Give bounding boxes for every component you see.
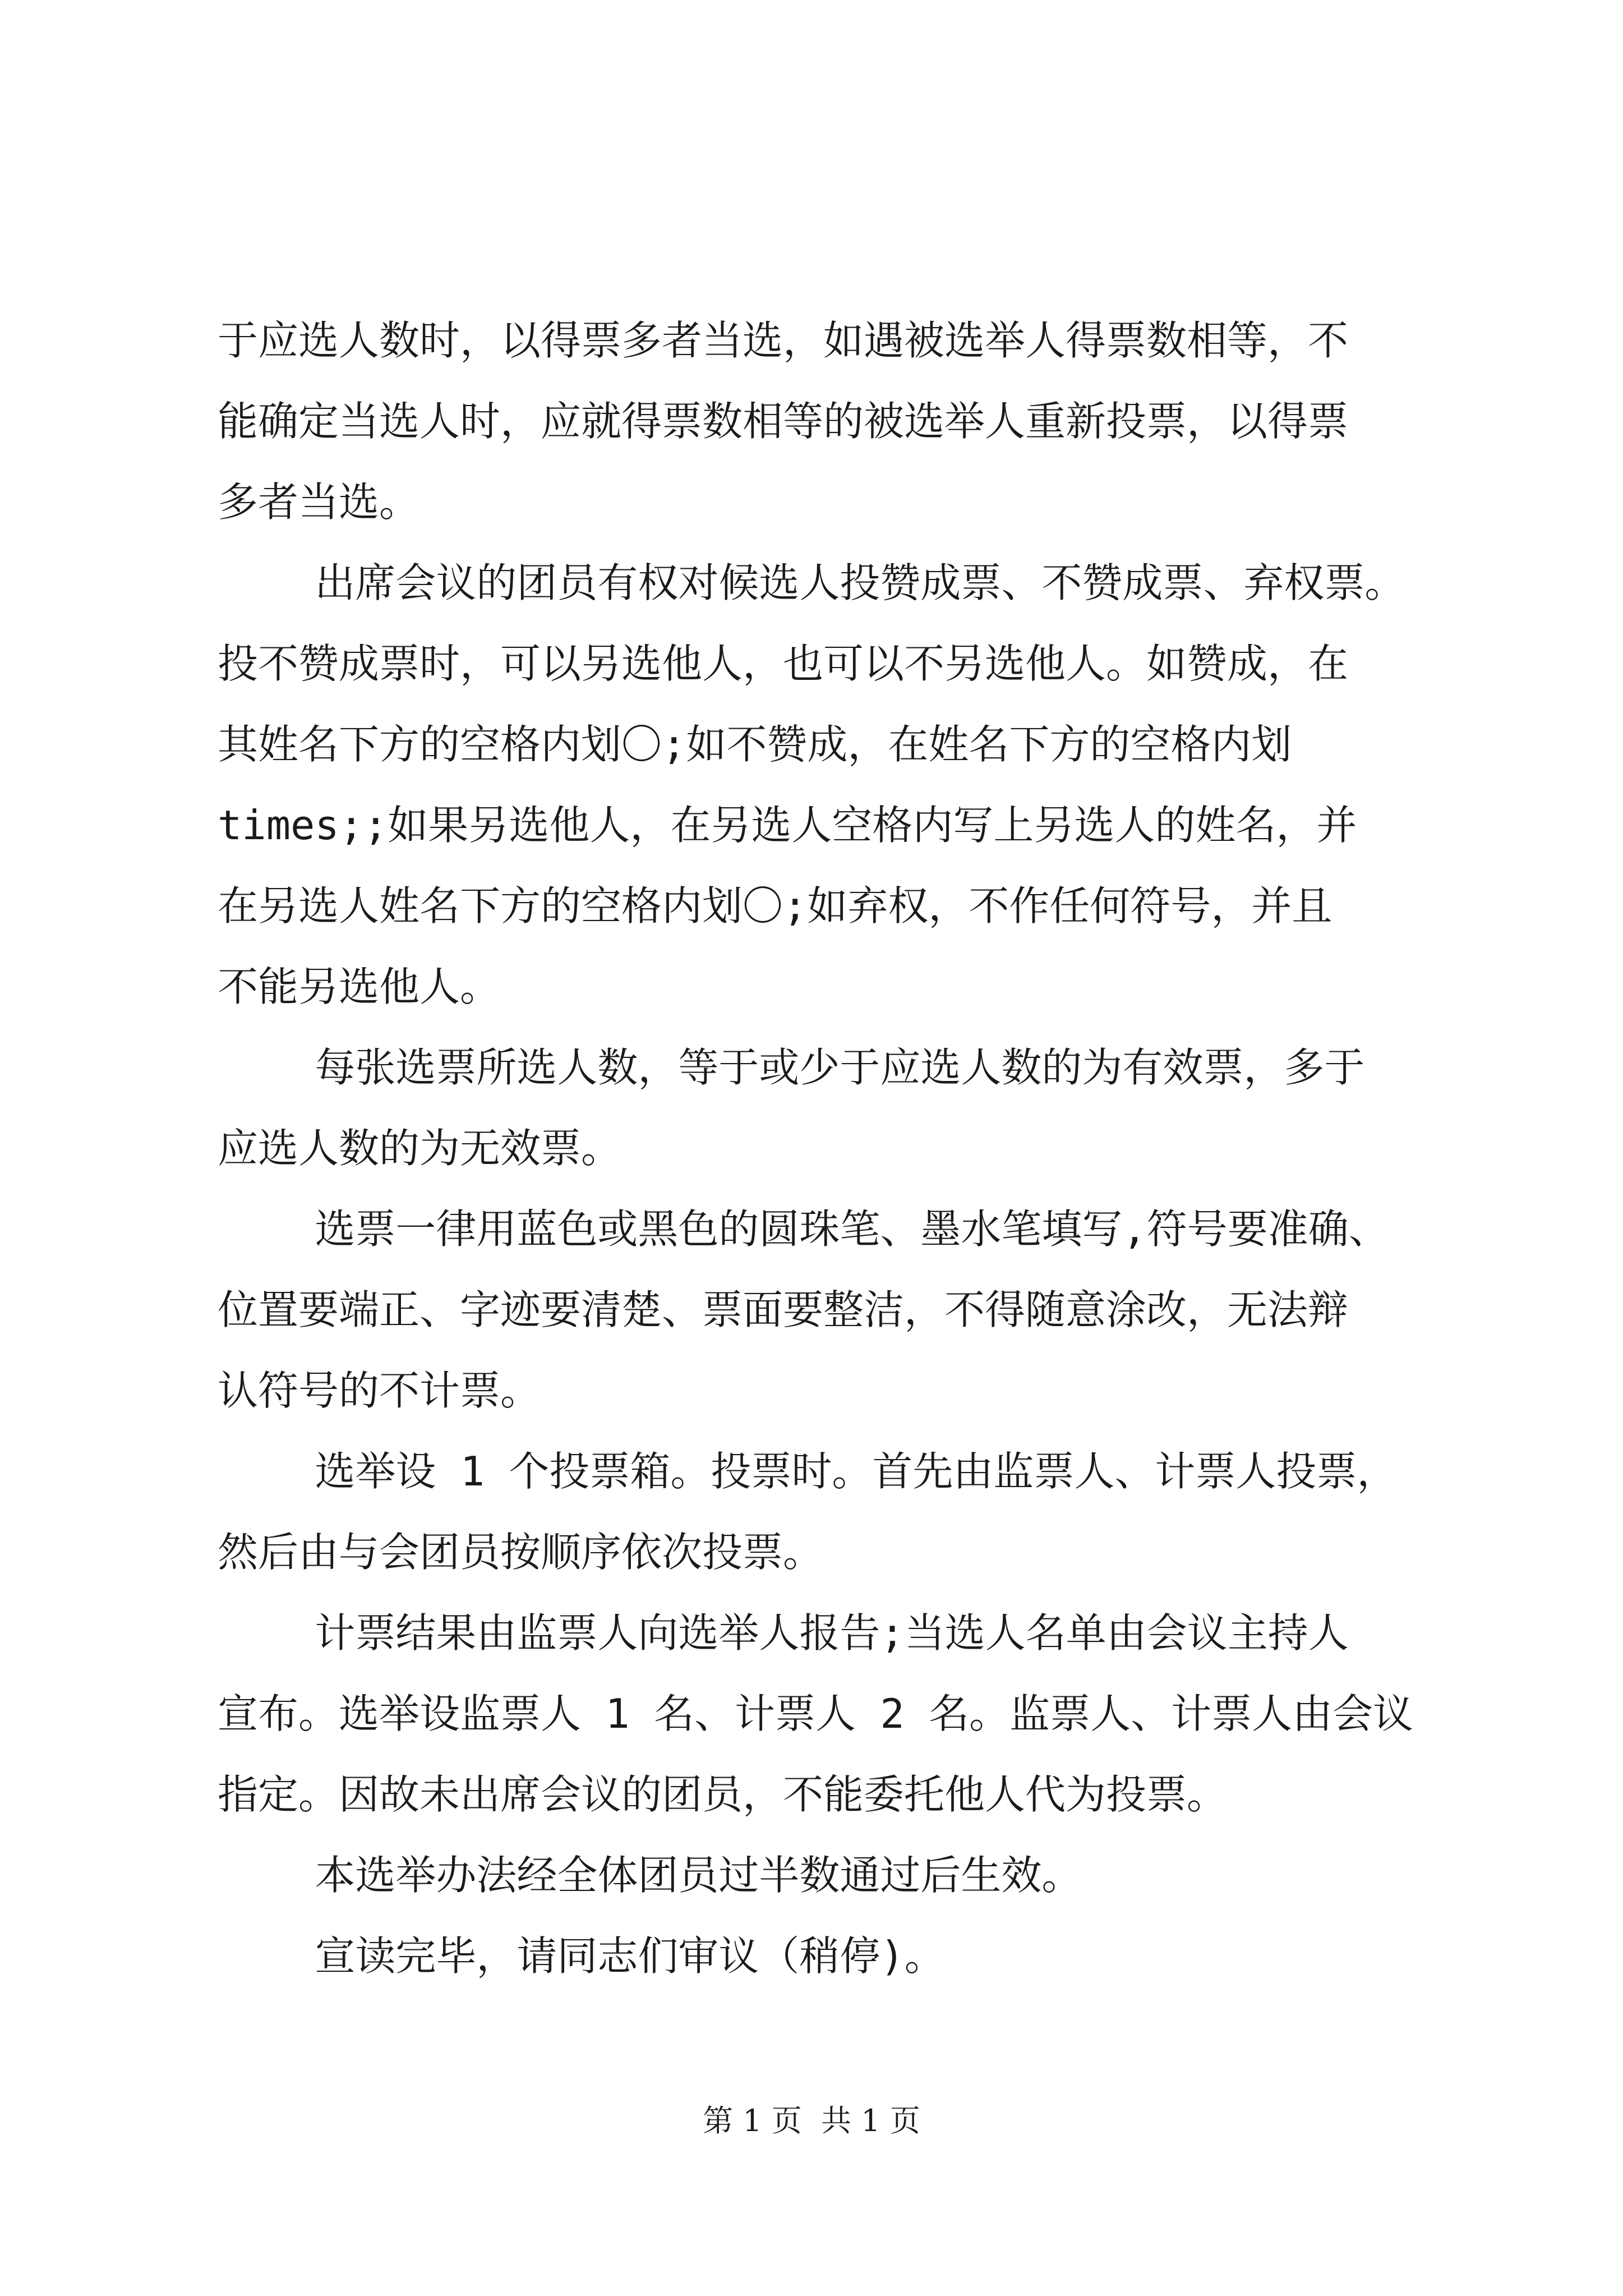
document-body [218, 300, 1418, 1996]
text-line: 不能另选他人。 [218, 963, 501, 1010]
text-line: 出席会议的团员有权对候选人投赞成票、不赞成票、弃权票。 [218, 559, 1405, 606]
text-line: 应选人数的为无效票。 [218, 1125, 622, 1172]
text-line: 然后由与会团员按顺序依次投票。 [218, 1529, 824, 1576]
text-line: 多者当选。 [218, 478, 420, 526]
text-line: 其姓名下方的空格内划〇;如不赞成，在姓名下方的空格内划 [218, 721, 1292, 768]
text-line: 在另选人姓名下方的空格内划〇;如弃权，不作任何符号，并且 [218, 882, 1332, 930]
text-line: 计票结果由监票人向选举人报告;当选人名单由会议主持人 [218, 1609, 1349, 1657]
text-line: 本选举办法经全体团员过半数通过后生效。 [218, 1852, 1082, 1899]
text-line: 每张选票所选人数，等于或少于应选人数的为有效票，多于 [218, 1044, 1365, 1091]
text-line: 选举设 1 个投票箱。投票时。首先由监票人、计票人投票， [218, 1448, 1398, 1495]
text-line: 位置要端正、字迹要清楚、票面要整洁，不得随意涂改，无法辩 [218, 1286, 1349, 1333]
text-line: times;;如果另选他人，在另选人空格内写上另选人的姓名，并 [218, 802, 1357, 849]
text-line: 能确定当选人时，应就得票数相等的被选举人重新投票，以得票 [218, 398, 1349, 445]
page-number-footer: 第 1 页 共 1 页 [703, 2103, 920, 2138]
text-line: 宣布。选举设监票人 1 名、计票人 2 名。监票人、计票人由会议 [218, 1690, 1414, 1737]
text-line: 于应选人数时，以得票多者当选，如遇被选举人得票数相等，不 [218, 317, 1349, 364]
text-line: 选票一律用蓝色或黑色的圆珠笔、墨水笔填写,符号要准确、 [218, 1205, 1389, 1253]
text-line: 宣读完毕，请同志们审议（稍停)。 [218, 1932, 945, 1980]
text-line: 认符号的不计票。 [218, 1367, 541, 1414]
text-line: 指定。因故未出席会议的团员，不能委托他人代为投票。 [218, 1771, 1228, 1818]
text-line: 投不赞成票时，可以另选他人，也可以不另选他人。如赞成，在 [218, 640, 1349, 687]
